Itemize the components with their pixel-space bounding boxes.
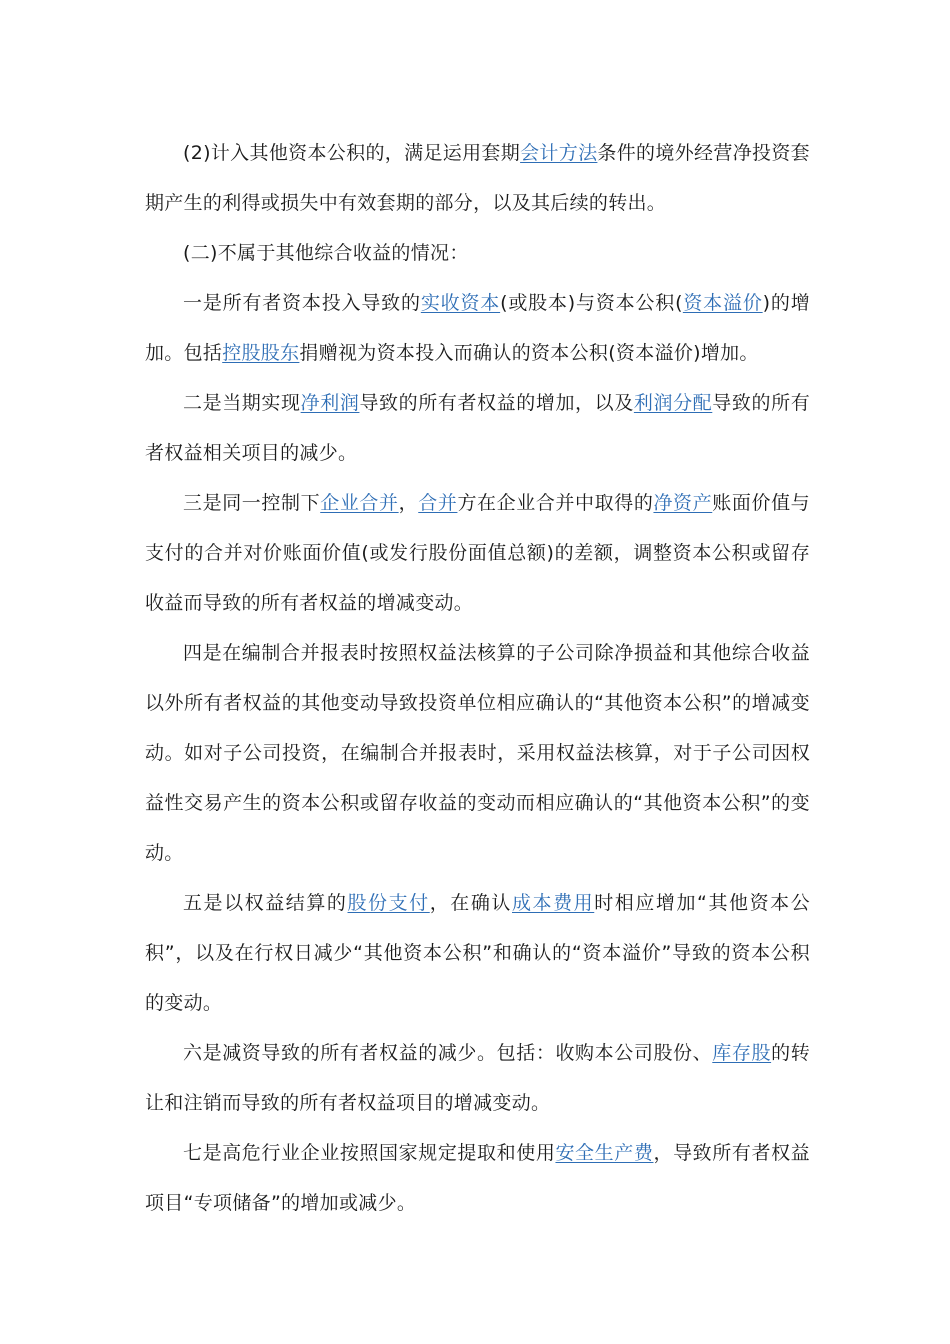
paragraph-text: 三是同一控制下 (183, 492, 321, 514)
hyperlink[interactable]: 成本费用 (512, 892, 595, 914)
paragraph-text: 六是减资导致的所有者权益的减少。包括：收购本公司股份、 (183, 1042, 713, 1064)
paragraph-text: 时相应增加“其他资本公积”，以及在行权日减少“其他资本公积”和确认的“资本溢价”导致的资本公积的变动。 (145, 892, 811, 1014)
paragraph-text: 四是在编制合并报表时按照权益法核算的子公司除净损益和其他综合收益以外所有者权益的其他变动导致投资单位相应确认的“其他资本公积”的增减变动。如对子公司投资，在编制合并报表时，采用权益法核算，对于子公司因权益性交易产生的资本公积或留存收益的变动而相应确认的“其他资本公积”的变动。 (145, 642, 810, 864)
paragraph-text: 导致的所有者权益相关项目的减少。 (145, 392, 811, 464)
paragraph-6 (145, 628, 810, 878)
paragraph-3 (145, 278, 810, 378)
hyperlink[interactable]: 会计方法 (520, 142, 598, 164)
paragraph-text: 五是以权益结算的 (183, 892, 348, 914)
paragraph-text: 导致的所有者权益的增加，以及 (359, 392, 634, 414)
paragraph-text: (二)不属于其他综合收益的情况： (183, 242, 469, 264)
paragraph-text: 二是当期实现 (183, 392, 301, 414)
paragraph-text: ， (398, 492, 419, 514)
paragraph-text: 账面价值与支付的合并对价账面价值(或发行股份面值总额)的差额，调整资本公积或留存收益而导致的所有者权益的增减变动。 (145, 492, 810, 614)
paragraph-8 (145, 1028, 810, 1128)
hyperlink[interactable]: 净资产 (653, 492, 713, 514)
document-body (145, 128, 810, 1228)
paragraph-text: ，导致所有者权益项目“专项储备”的增加或减少。 (145, 1142, 810, 1214)
paragraph-2 (145, 228, 810, 278)
paragraph-text: (或股本)与资本公积( (500, 292, 683, 314)
paragraph-text: (2)计入其他资本公积的，满足运用套期 (183, 142, 521, 164)
paragraph-text: 一是所有者资本投入导致的 (183, 292, 421, 314)
paragraph-text: 的转让和注销而导致的所有者权益项目的增减变动。 (145, 1042, 810, 1114)
hyperlink[interactable]: 利润分配 (633, 392, 713, 414)
paragraph-4 (145, 378, 810, 478)
hyperlink[interactable]: 净利润 (300, 392, 360, 414)
paragraph-5 (145, 478, 810, 628)
paragraph-1 (145, 128, 810, 228)
hyperlink[interactable]: 资本溢价 (682, 292, 763, 314)
hyperlink[interactable]: 控股股东 (222, 342, 300, 364)
paragraph-9 (145, 1128, 810, 1228)
hyperlink[interactable]: 股份支付 (347, 892, 430, 914)
hyperlink[interactable]: 库存股 (712, 1042, 772, 1064)
paragraph-text: 条件的境外经营净投资套期产生的利得或损失中有效套期的部分，以及其后续的转出。 (145, 142, 810, 214)
hyperlink[interactable]: 企业合并 (320, 492, 399, 514)
paragraph-7 (145, 878, 810, 1028)
paragraph-text: 七是高危行业企业按照国家规定提取和使用 (183, 1142, 556, 1164)
hyperlink[interactable]: 实收资本 (420, 292, 501, 314)
paragraph-text: 方在企业合并中取得的 (457, 492, 654, 514)
paragraph-text: ，在确认 (429, 892, 512, 914)
paragraph-text: )的增加。包括 (145, 292, 810, 364)
hyperlink[interactable]: 安全生产费 (555, 1142, 654, 1164)
hyperlink[interactable]: 合并 (418, 492, 458, 514)
paragraph-text: 捐赠视为资本投入而确认的资本公积(资本溢价)增加。 (299, 342, 759, 364)
